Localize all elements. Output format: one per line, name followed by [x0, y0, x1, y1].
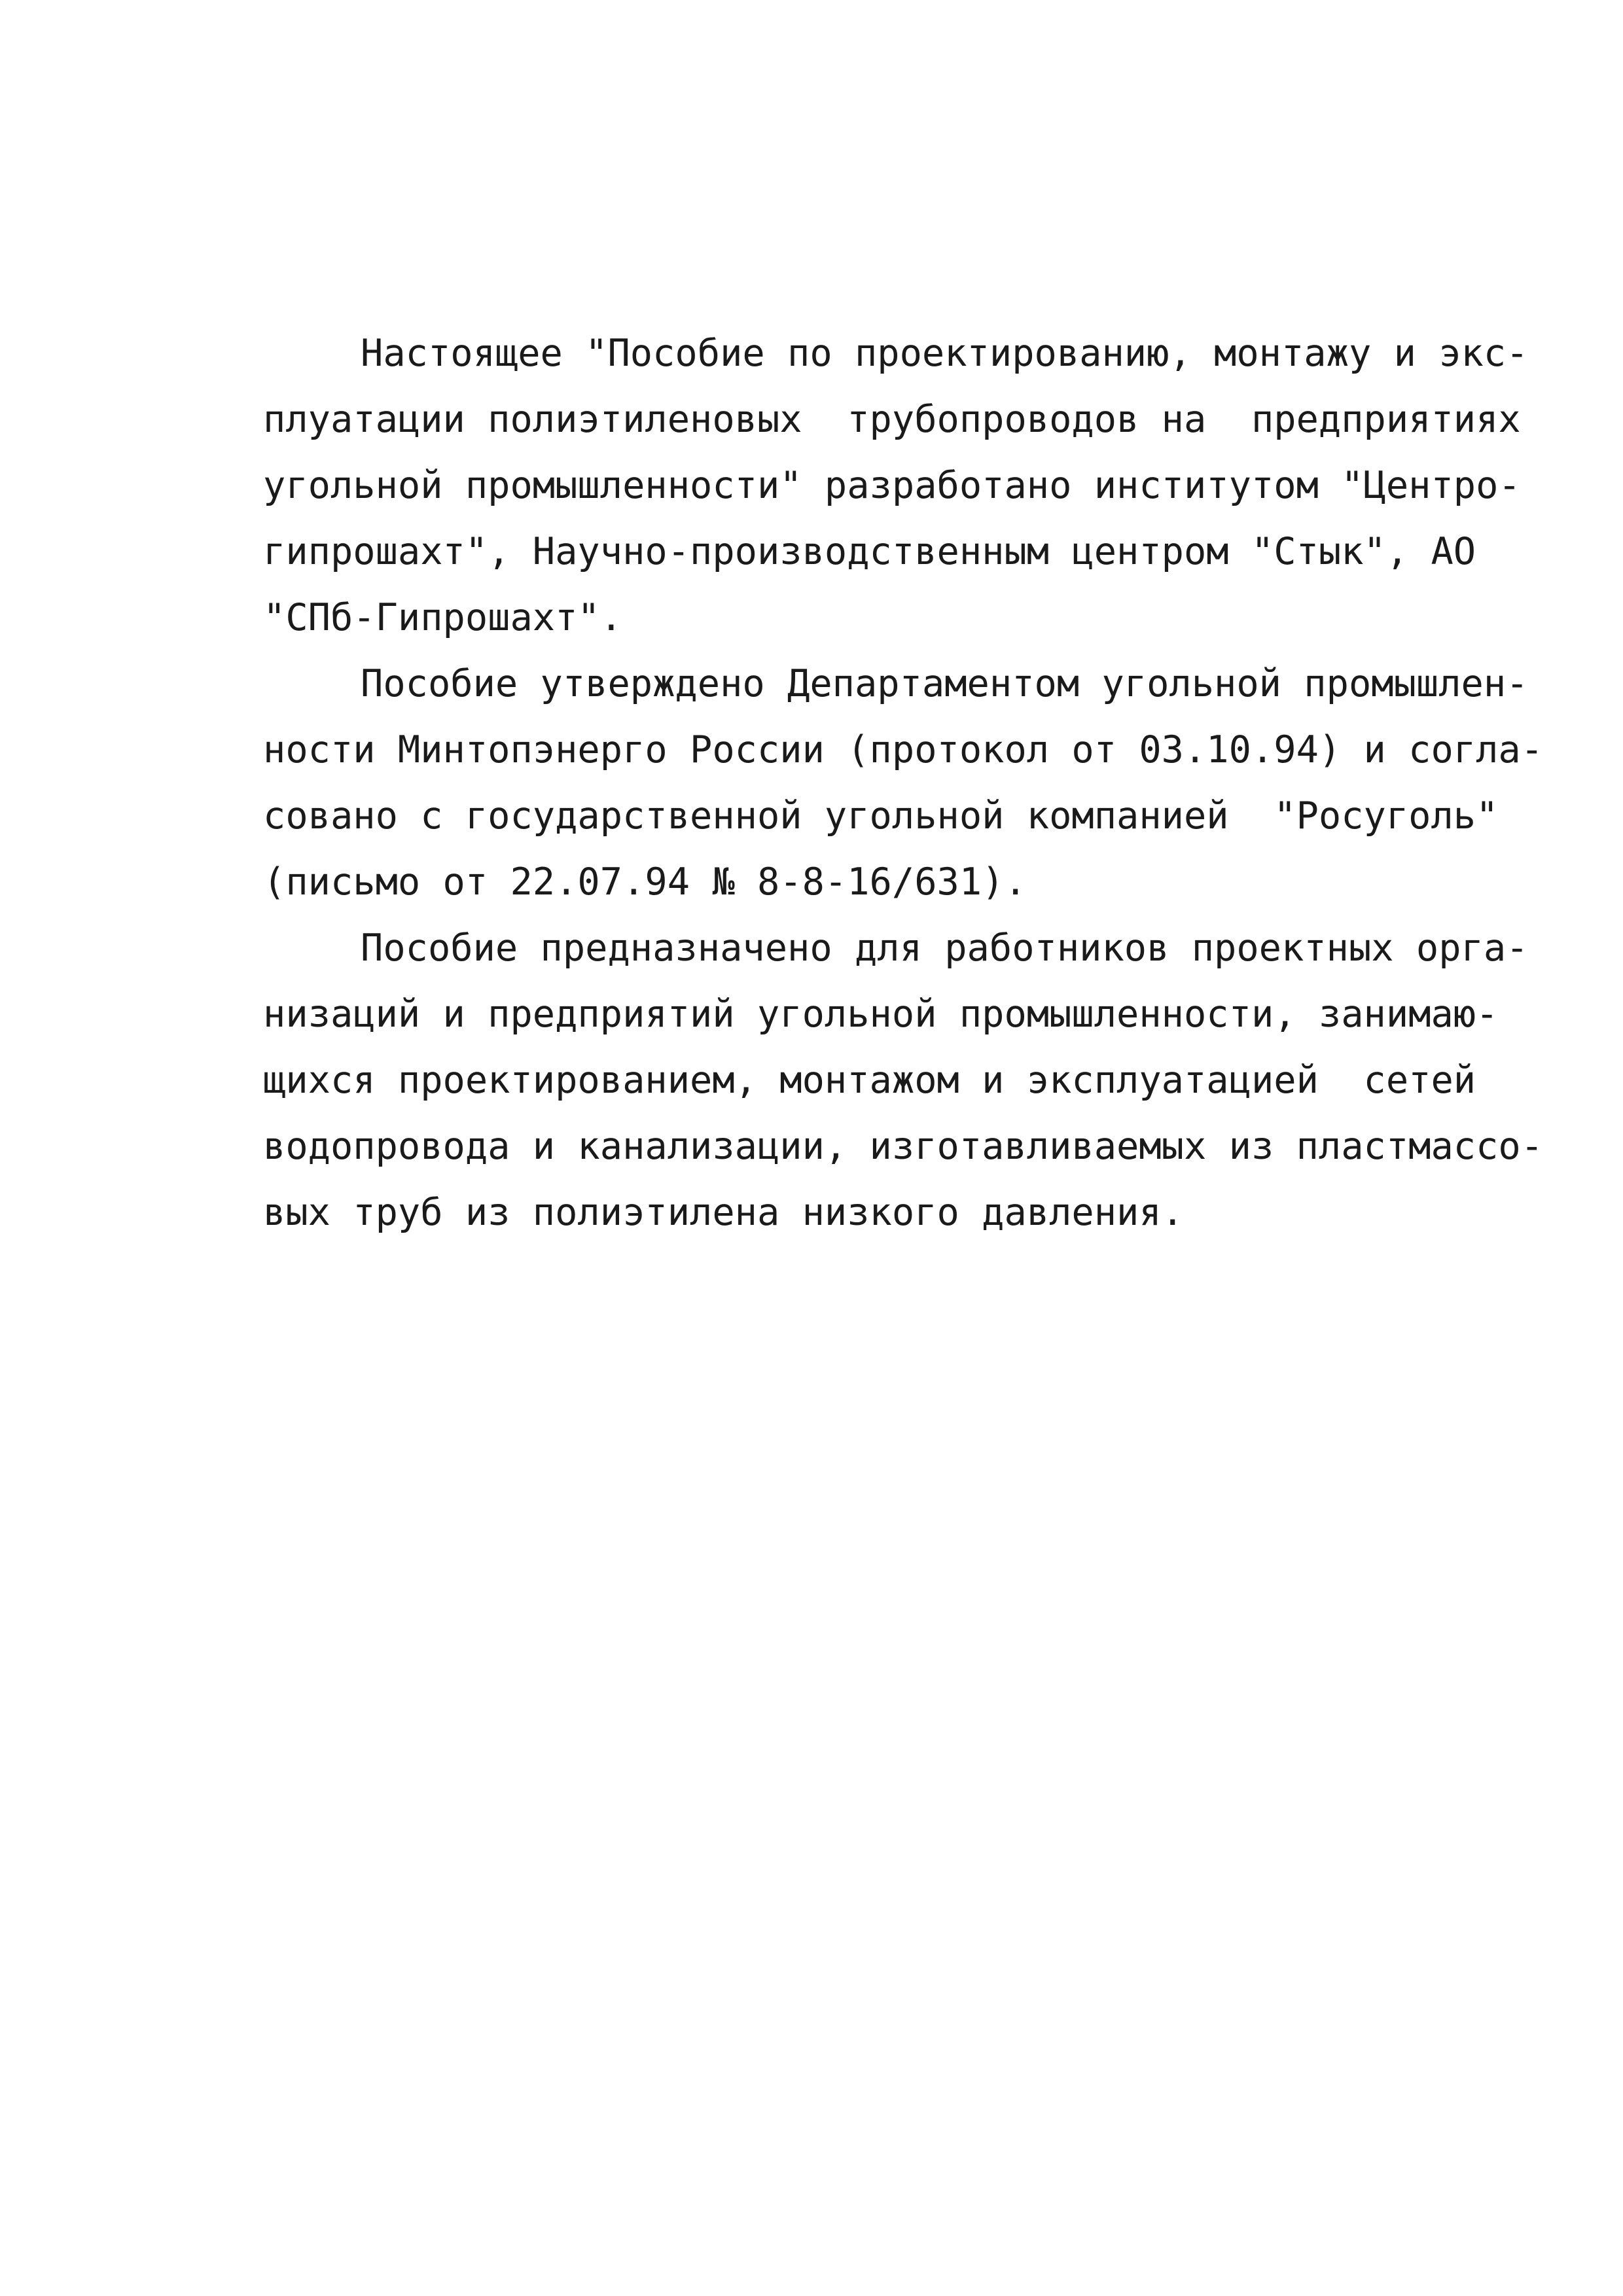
text-line: водопровода и канализации, изготавливаемых из пластмассо- — [263, 1125, 1544, 1168]
text-line: плуатации полиэтиленовых трубопроводов на предприятиях — [263, 398, 1521, 441]
text-line: ности Минтопэнерго России (протокол от 03.10.94) и согла- — [263, 728, 1544, 771]
text-line: низаций и предприятий угольной промышленности, занимаю- — [263, 993, 1499, 1036]
text-line: щихся проектированием, монтажом и эксплуатацией сетей — [263, 1059, 1476, 1102]
text-line: совано с государственной угольной компанией "Росуголь" — [263, 794, 1499, 838]
text-line: Пособие предназначено для работников проектных орга- — [361, 927, 1529, 970]
text-line: вых труб из полиэтилена низкого давления. — [263, 1191, 1184, 1234]
paragraph-1 — [263, 321, 1529, 651]
document-body — [263, 321, 1544, 1246]
text-line: гипрошахт", Научно-производственным центром "Стык", АО — [263, 530, 1476, 573]
text-line: Пособие утверждено Департаментом угольной промышлен- — [361, 662, 1529, 705]
paragraph-3 — [263, 915, 1544, 1246]
text-line: Настоящее "Пособие по проектированию, монтажу и экс- — [361, 332, 1529, 375]
text-line: угольной промышленности" разработано институтом "Центро- — [263, 464, 1521, 507]
text-line: "СПб-Гипрошахт". — [263, 596, 623, 639]
text-line: (письмо от 22.07.94 № 8-8-16/631). — [263, 860, 1027, 904]
paragraph-2 — [263, 651, 1544, 915]
